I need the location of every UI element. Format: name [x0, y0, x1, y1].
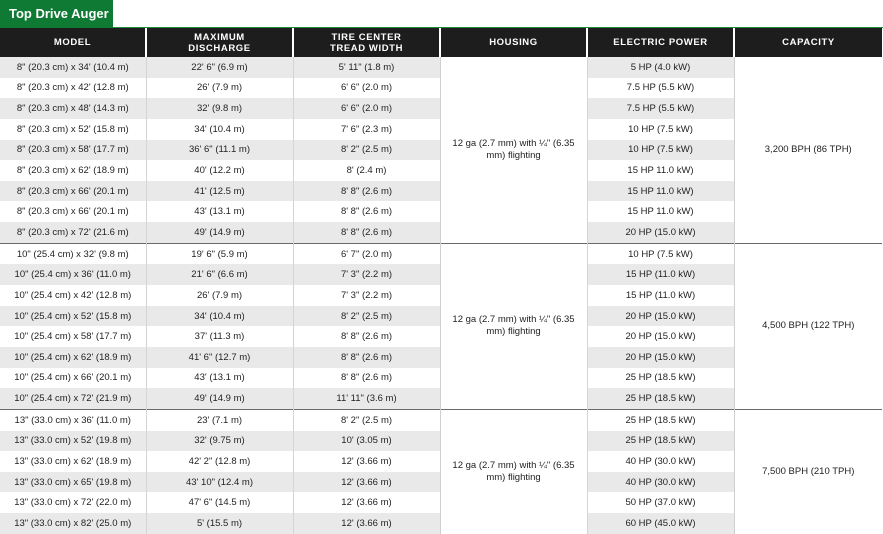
electric-power-cell: 15 HP (11.0 kW)	[587, 285, 734, 306]
tread-width-cell: 7' 3" (2.2 m)	[293, 264, 440, 285]
electric-power-cell: 20 HP (15.0 kW)	[587, 222, 734, 243]
tab-top-drive-auger[interactable]: Top Drive Auger	[0, 0, 113, 28]
table-row	[0, 409, 882, 430]
discharge-cell: 34' (10.4 m)	[146, 119, 293, 140]
model-cell: 8" (20.3 cm) x 48' (14.3 m)	[0, 98, 146, 119]
electric-power-cell: 40 HP (30.0 kW)	[587, 451, 734, 472]
model-cell: 13" (33.0 cm) x 36' (11.0 m)	[0, 409, 146, 430]
tread-width-cell: 8' 2" (2.5 m)	[293, 140, 440, 161]
electric-power-cell: 15 HP (11.0 kW)	[587, 264, 734, 285]
tread-width-cell: 10' (3.05 m)	[293, 431, 440, 452]
model-cell: 8" (20.3 cm) x 34' (10.4 m)	[0, 57, 146, 78]
electric-power-cell: 40 HP (30.0 kW)	[587, 472, 734, 493]
tread-width-cell: 8' 2" (2.5 m)	[293, 409, 440, 430]
tread-width-cell: 8' 8" (2.6 m)	[293, 347, 440, 368]
col-header-max-discharge-label: MAXIMUM DISCHARGE	[188, 31, 251, 54]
col-header-max-discharge	[146, 28, 293, 57]
table-row	[0, 243, 882, 264]
model-cell: 13" (33.0 cm) x 65' (19.8 m)	[0, 472, 146, 493]
model-cell: 13" (33.0 cm) x 62' (18.9 m)	[0, 451, 146, 472]
discharge-cell: 40' (12.2 m)	[146, 160, 293, 181]
discharge-cell: 26' (7.9 m)	[146, 78, 293, 99]
table-body	[0, 57, 882, 534]
tread-width-cell: 8' 8" (2.6 m)	[293, 201, 440, 222]
discharge-cell: 32' (9.8 m)	[146, 98, 293, 119]
col-header-model: MODEL	[0, 28, 146, 57]
electric-power-cell: 25 HP (18.5 kW)	[587, 431, 734, 452]
discharge-cell: 36' 6" (11.1 m)	[146, 140, 293, 161]
specs-table	[0, 28, 882, 534]
table-row	[0, 57, 882, 78]
tread-width-cell: 8' 2" (2.5 m)	[293, 306, 440, 327]
electric-power-cell: 10 HP (7.5 kW)	[587, 119, 734, 140]
discharge-cell: 41' (12.5 m)	[146, 181, 293, 202]
col-header-electric-power: ELECTRIC POWER	[587, 28, 734, 57]
tread-width-cell: 6' 6" (2.0 m)	[293, 98, 440, 119]
discharge-cell: 43' 10" (12.4 m)	[146, 472, 293, 493]
electric-power-cell: 20 HP (15.0 kW)	[587, 347, 734, 368]
tread-width-cell: 8' 8" (2.6 m)	[293, 368, 440, 389]
tread-width-cell: 8' 8" (2.6 m)	[293, 181, 440, 202]
electric-power-cell: 20 HP (15.0 kW)	[587, 306, 734, 327]
electric-power-cell: 20 HP (15.0 kW)	[587, 326, 734, 347]
tread-width-cell: 12' (3.66 m)	[293, 472, 440, 493]
capacity-cell: 3,200 BPH (86 TPH)	[734, 57, 882, 243]
electric-power-cell: 7.5 HP (5.5 kW)	[587, 98, 734, 119]
capacity-cell: 7,500 BPH (210 TPH)	[734, 409, 882, 533]
col-header-tread-width	[293, 28, 440, 57]
capacity-cell: 4,500 BPH (122 TPH)	[734, 243, 882, 409]
discharge-cell: 19' 6" (5.9 m)	[146, 243, 293, 264]
electric-power-cell: 25 HP (18.5 kW)	[587, 388, 734, 409]
tread-width-cell: 7' 3" (2.2 m)	[293, 285, 440, 306]
electric-power-cell: 25 HP (18.5 kW)	[587, 409, 734, 430]
discharge-cell: 21' 6" (6.6 m)	[146, 264, 293, 285]
discharge-cell: 47' 6" (14.5 m)	[146, 492, 293, 513]
col-header-capacity: CAPACITY	[734, 28, 882, 57]
electric-power-cell: 7.5 HP (5.5 kW)	[587, 78, 734, 99]
discharge-cell: 37' (11.3 m)	[146, 326, 293, 347]
model-cell: 13" (33.0 cm) x 52' (19.8 m)	[0, 431, 146, 452]
discharge-cell: 26' (7.9 m)	[146, 285, 293, 306]
discharge-cell: 41' 6" (12.7 m)	[146, 347, 293, 368]
electric-power-cell: 25 HP (18.5 kW)	[587, 368, 734, 389]
tread-width-cell: 6' 6" (2.0 m)	[293, 78, 440, 99]
tab-bar	[0, 0, 883, 28]
housing-cell: 12 ga (2.7 mm) with ¼" (6.35 mm) flighting	[440, 57, 587, 243]
electric-power-cell: 10 HP (7.5 kW)	[587, 243, 734, 264]
tread-width-cell: 7' 6" (2.3 m)	[293, 119, 440, 140]
electric-power-cell: 15 HP 11.0 kW)	[587, 181, 734, 202]
electric-power-cell: 50 HP (37.0 kW)	[587, 492, 734, 513]
tread-width-cell: 12' (3.66 m)	[293, 513, 440, 534]
discharge-cell: 22' 6" (6.9 m)	[146, 57, 293, 78]
model-cell: 8" (20.3 cm) x 52' (15.8 m)	[0, 119, 146, 140]
discharge-cell: 42' 2" (12.8 m)	[146, 451, 293, 472]
model-cell: 10" (25.4 cm) x 72' (21.9 m)	[0, 388, 146, 409]
model-cell: 10" (25.4 cm) x 62' (18.9 m)	[0, 347, 146, 368]
model-cell: 10" (25.4 cm) x 52' (15.8 m)	[0, 306, 146, 327]
model-cell: 8" (20.3 cm) x 72' (21.6 m)	[0, 222, 146, 243]
col-header-housing: HOUSING	[440, 28, 587, 57]
tread-width-cell: 12' (3.66 m)	[293, 492, 440, 513]
tread-width-cell: 8' 8" (2.6 m)	[293, 222, 440, 243]
tread-width-cell: 8' 8" (2.6 m)	[293, 326, 440, 347]
model-cell: 8" (20.3 cm) x 66' (20.1 m)	[0, 181, 146, 202]
discharge-cell: 34' (10.4 m)	[146, 306, 293, 327]
electric-power-cell: 15 HP 11.0 kW)	[587, 201, 734, 222]
electric-power-cell: 15 HP 11.0 kW)	[587, 160, 734, 181]
tread-width-cell: 11' 11" (3.6 m)	[293, 388, 440, 409]
discharge-cell: 43' (13.1 m)	[146, 201, 293, 222]
discharge-cell: 49' (14.9 m)	[146, 222, 293, 243]
electric-power-cell: 60 HP (45.0 kW)	[587, 513, 734, 534]
model-cell: 8" (20.3 cm) x 62' (18.9 m)	[0, 160, 146, 181]
housing-cell: 12 ga (2.7 mm) with ¼" (6.35 mm) flighting	[440, 243, 587, 409]
discharge-cell: 23' (7.1 m)	[146, 409, 293, 430]
housing-cell: 12 ga (2.7 mm) with ¼" (6.35 mm) flighting	[440, 409, 587, 533]
model-cell: 8" (20.3 cm) x 58' (17.7 m)	[0, 140, 146, 161]
model-cell: 10" (25.4 cm) x 66' (20.1 m)	[0, 368, 146, 389]
model-cell: 8" (20.3 cm) x 66' (20.1 m)	[0, 201, 146, 222]
header-row	[0, 28, 882, 57]
electric-power-cell: 10 HP (7.5 kW)	[587, 140, 734, 161]
col-header-tread-width-label: TIRE CENTER TREAD WIDTH	[329, 31, 404, 54]
discharge-cell: 49' (14.9 m)	[146, 388, 293, 409]
model-cell: 10" (25.4 cm) x 42' (12.8 m)	[0, 285, 146, 306]
model-cell: 8" (20.3 cm) x 42' (12.8 m)	[0, 78, 146, 99]
tread-width-cell: 5' 11" (1.8 m)	[293, 57, 440, 78]
model-cell: 13" (33.0 cm) x 82' (25.0 m)	[0, 513, 146, 534]
discharge-cell: 5' (15.5 m)	[146, 513, 293, 534]
model-cell: 13" (33.0 cm) x 72' (22.0 m)	[0, 492, 146, 513]
model-cell: 10" (25.4 cm) x 32' (9.8 m)	[0, 243, 146, 264]
model-cell: 10" (25.4 cm) x 36' (11.0 m)	[0, 264, 146, 285]
tread-width-cell: 6' 7" (2.0 m)	[293, 243, 440, 264]
discharge-cell: 43' (13.1 m)	[146, 368, 293, 389]
tread-width-cell: 12' (3.66 m)	[293, 451, 440, 472]
tread-width-cell: 8' (2.4 m)	[293, 160, 440, 181]
discharge-cell: 32' (9.75 m)	[146, 431, 293, 452]
electric-power-cell: 5 HP (4.0 kW)	[587, 57, 734, 78]
model-cell: 10" (25.4 cm) x 58' (17.7 m)	[0, 326, 146, 347]
